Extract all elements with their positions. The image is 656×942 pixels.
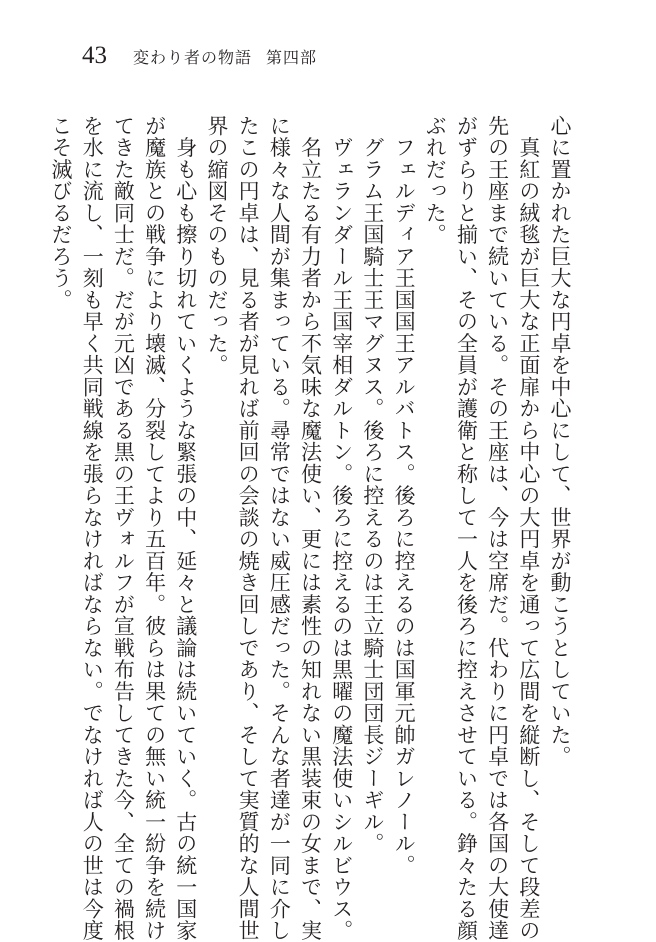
text-line: ヴェランダール王国宰相ダルトン。後ろに控えるのは黒曜の魔法使いシルビウス。 xyxy=(329,115,354,942)
text-line: フェルディア王国国王アルバトス。後ろに控えるのは国軍元帥ガレノール。 xyxy=(392,115,417,877)
text-line: を水に流し、一刻も早く共同戦線を張らなければならない。でなければ人の世は今度 xyxy=(80,115,105,942)
text-line: 先の王座まで続いている。その王座は、今は空席だ。代わりに円卓では各国の大使達 xyxy=(485,115,510,942)
text-line: こそ滅びるだろう。 xyxy=(49,115,73,311)
text-line: がずらりと揃い、その全員が護衛と称して一人を後ろに控えさせている。錚々たる顔 xyxy=(454,115,479,942)
text-line: に様々な人間が集まっている。尋常ではない威圧感だった。そんな者達が一同に介し xyxy=(267,115,292,942)
body-text xyxy=(49,115,572,942)
text-line: 名立たる有力者から不気味な魔法使い、更には素性の知れない黒装束の女まで、実 xyxy=(298,115,323,942)
running-part-label: 第四部 xyxy=(266,48,318,67)
page-number: 43 xyxy=(82,42,107,69)
running-title: 変わり者の物語 xyxy=(133,48,253,67)
text-line: が魔族との戦争により壊滅、分裂してより五百年。彼らは果ての無い統一紛争を続け xyxy=(142,115,167,942)
text-line: 心に置かれた巨大な円卓を中心にして、世界が動こうとしていた。 xyxy=(548,115,572,768)
text-line: グラム王国騎士王マグヌス。後ろに控えるのは王立騎士団団長ジーギル。 xyxy=(360,115,385,855)
page-header xyxy=(82,42,317,70)
text-line: たこの円卓は、見る者が見れば前回の会談の焼き回しであり、そして実質的な人間世 xyxy=(236,115,261,942)
text-line: てきた敵同士だ。だが元凶である黒の王ヴォルフが宣戦布告してきた今、全ての禍根 xyxy=(111,115,136,942)
text-line: ぶれだった。 xyxy=(423,115,448,246)
text-line: 真紅の絨毯が巨大な正面扉から中心の大円卓を通って広間を縦断し、そして段差の xyxy=(516,115,541,942)
text-line: 界の縮図そのものだった。 xyxy=(204,115,229,376)
text-line: 身も心も擦り切れていくような緊張の中、延々と議論は続いていく。古の統一国家 xyxy=(173,115,198,942)
